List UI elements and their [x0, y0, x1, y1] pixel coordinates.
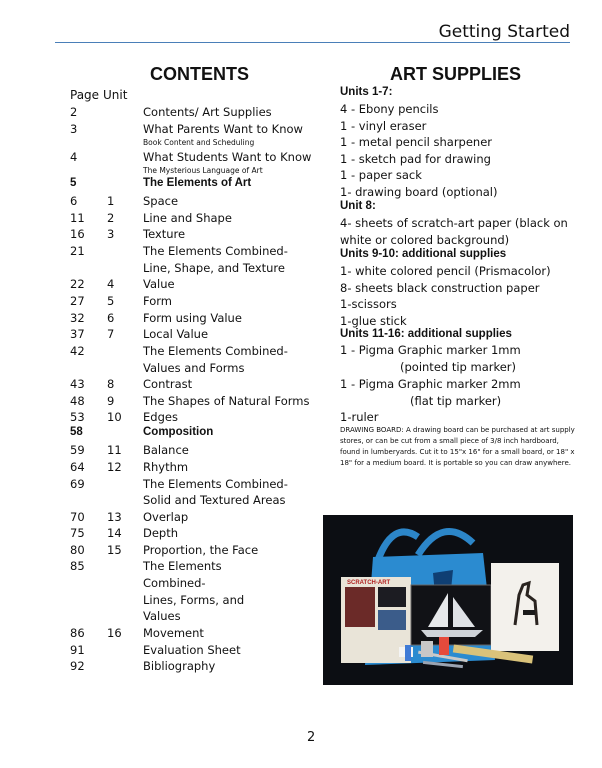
toc-unit: 13 [107, 510, 122, 524]
toc-unit: 5 [107, 294, 115, 308]
toc-title: Value [143, 277, 175, 291]
page-number: 2 [307, 730, 316, 745]
drawing-board-note: DRAWING BOARD: A drawing board can be purchased at art supply stores, or can be cut from a small piece of 3/8 inch hardboard, found in lumberyards. Cut it to 15"x 16" for a small board, or 18" x 18" for a medium board. It is portable so you can draw anywhere. [340, 426, 575, 467]
supply-item: 4- sheets of scratch-art paper (black on [340, 216, 568, 230]
supply-item: 1 - vinyl eraser [340, 119, 427, 133]
toc-subtitle: The Mysterious Language of Art [143, 166, 263, 175]
toc-page: 48 [70, 394, 85, 408]
toc-page: 53 [70, 410, 85, 424]
toc-page: 86 [70, 626, 85, 640]
toc-page: 5 [70, 177, 77, 189]
toc-page: 92 [70, 659, 85, 673]
toc-title: Texture [143, 227, 186, 241]
supply-item: white or colored background) [340, 233, 510, 247]
toc-unit: 1 [107, 194, 115, 208]
toc-page: 69 [70, 477, 85, 491]
toc-title: Form using Value [143, 311, 242, 325]
toc-title: Contents/ Art Supplies [143, 105, 272, 119]
supply-item: 1-glue stick [340, 314, 407, 328]
toc-page: 42 [70, 344, 85, 358]
toc-title: The Elements [143, 559, 222, 573]
toc-unit: 14 [107, 526, 122, 540]
scratch-art-label: SCRATCH-ART [347, 580, 391, 586]
toc-page: 16 [70, 227, 85, 241]
toc-page: 43 [70, 377, 85, 391]
toc-unit: 2 [107, 211, 115, 225]
toc-page: 59 [70, 443, 85, 457]
toc-page: 64 [70, 460, 85, 474]
toc-title: Values [143, 609, 181, 623]
toc-title: Line and Shape [143, 211, 232, 225]
toc-page: 3 [70, 122, 78, 136]
toc-page: 21 [70, 244, 85, 258]
supply-item-detail: (pointed tip marker) [400, 360, 517, 374]
supply-item: 1- drawing board (optional) [340, 185, 498, 199]
supply-item: 1 - metal pencil sharpener [340, 135, 493, 149]
toc-title: Balance [143, 443, 189, 457]
supply-item: 4 - Ebony pencils [340, 102, 439, 116]
toc-title: Edges [143, 410, 178, 424]
toc-title: Form [143, 294, 172, 308]
toc-title: Evaluation Sheet [143, 643, 241, 657]
toc-title: Lines, Forms, and [143, 593, 245, 607]
toc-unit: 9 [107, 394, 115, 408]
art-supplies-photo [323, 515, 573, 685]
toc-page: 70 [70, 510, 85, 524]
column-header-page: Page [70, 88, 100, 102]
toc-page: 11 [70, 211, 85, 225]
toc-page: 32 [70, 311, 85, 325]
toc-title: The Elements Combined- [143, 344, 288, 358]
toc-page: 80 [70, 543, 85, 557]
toc-page: 58 [70, 426, 83, 438]
toc-unit: 8 [107, 377, 115, 391]
toc-title: Overlap [143, 510, 189, 524]
supply-item: 1 - Pigma Graphic marker 1mm [340, 343, 521, 357]
toc-page: 4 [70, 150, 78, 164]
toc-title: The Elements Combined- [143, 477, 288, 491]
toc-title: Solid and Textured Areas [143, 493, 286, 507]
supply-item: 1- white colored pencil (Prismacolor) [340, 264, 551, 278]
toc-unit: 12 [107, 460, 122, 474]
supply-item: 1 - paper sack [340, 168, 422, 182]
toc-title: Depth [143, 526, 179, 540]
toc-page: 22 [70, 277, 85, 291]
toc-title: Space [143, 194, 179, 208]
toc-unit: 16 [107, 626, 122, 640]
column-header-unit: Unit [103, 88, 128, 102]
supply-item: 1-scissors [340, 297, 397, 311]
toc-title: Line, Shape, and Texture [143, 261, 285, 275]
toc-title: The Elements of Art [143, 177, 252, 189]
toc-title: The Shapes of Natural Forms [143, 394, 310, 408]
toc-title: Contrast [143, 377, 193, 391]
toc-page: 85 [70, 559, 85, 573]
toc-title: Proportion, the Face [143, 543, 259, 557]
toc-page: 37 [70, 327, 85, 341]
toc-title: The Elements Combined- [143, 244, 288, 258]
supply-section-heading: Units 9-10: additional supplies [340, 248, 507, 260]
contents-heading: CONTENTS [150, 64, 249, 84]
supply-section-heading: Units 11-16: additional supplies [340, 328, 512, 340]
toc-title: Values and Forms [143, 361, 245, 375]
header-rule [55, 42, 570, 43]
toc-title: Rhythm [143, 460, 189, 474]
toc-unit: 7 [107, 327, 115, 341]
toc-title: What Parents Want to Know [143, 122, 303, 136]
supply-item: 8- sheets black construction paper [340, 281, 540, 295]
toc-unit: 15 [107, 543, 122, 557]
toc-title: Bibliography [143, 659, 216, 673]
toc-unit: 4 [107, 277, 115, 291]
supply-item: 1-ruler [340, 410, 379, 424]
supply-item: 1 - sketch pad for drawing [340, 152, 491, 166]
toc-page: 2 [70, 105, 78, 119]
toc-page: 6 [70, 194, 78, 208]
toc-title: Combined- [143, 576, 206, 590]
art-supplies-heading: ART SUPPLIES [390, 64, 522, 84]
toc-title: Composition [143, 426, 214, 438]
supply-item-detail: (flat tip marker) [410, 394, 502, 408]
toc-title: Movement [143, 626, 204, 640]
toc-unit: 11 [107, 443, 122, 457]
toc-page: 75 [70, 526, 85, 540]
toc-unit: 10 [107, 410, 122, 424]
toc-subtitle: Book Content and Scheduling [143, 138, 255, 147]
toc-unit: 6 [107, 311, 115, 325]
toc-page: 91 [70, 643, 85, 657]
supply-section-heading: Unit 8: [340, 200, 376, 212]
supplies-illustration [323, 515, 573, 685]
header-title: Getting Started [438, 22, 570, 42]
supply-section-heading: Units 1-7: [340, 86, 393, 98]
toc-unit: 3 [107, 227, 115, 241]
toc-title: What Students Want to Know [143, 150, 312, 164]
toc-title: Local Value [143, 327, 209, 341]
supply-item: 1 - Pigma Graphic marker 2mm [340, 377, 521, 391]
toc-page: 27 [70, 294, 85, 308]
